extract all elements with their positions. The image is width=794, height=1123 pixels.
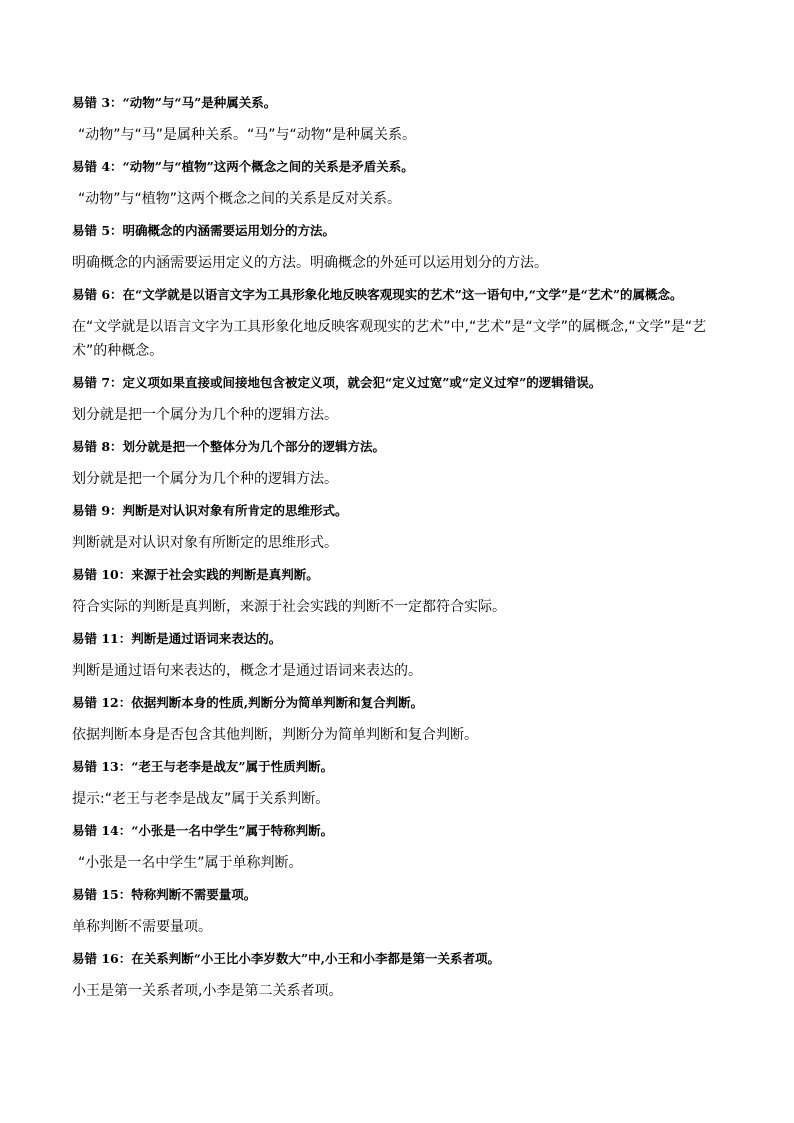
error-item-9-question: 易错 9：判断是对认识对象有所肯定的思维形式。 [72,503,348,518]
error-item-8-answer: 划分就是把一个属分为几个种的逻辑方法。 [72,471,338,487]
error-item-3-question: 易错 3：“动物”与“马”是种属关系。 [72,95,277,110]
error-item-14-answer: “小张是一名中学生”属于单称判断。 [78,855,303,871]
error-item-16-answer: 小王是第一关系者项,小李是第二关系者项。 [72,983,343,999]
error-item-11-answer: 判断是通过语句来表达的，概念才是通过语词来表达的。 [72,663,422,679]
error-item-10-question: 易错 10：来源于社会实践的判断是真判断。 [72,567,319,582]
error-item-13-answer: 提示:“老王与老李是战友”属于关系判断。 [72,791,330,807]
error-item-12-question: 易错 12：依据判断本身的性质,判断分为简单判断和复合判断。 [72,695,424,710]
error-item-15-answer: 单称判断不需要量项。 [72,919,212,935]
error-item-5-answer: 明确概念的内涵需要运用定义的方法。明确概念的外延可以运用划分的方法。 [72,255,548,271]
error-item-16-question: 易错 16：在关系判断“小王比小李岁数大”中,小王和小李都是第一关系者项。 [72,951,500,966]
error-item-4-answer: “动物”与“植物”这两个概念之间的关系是反对关系。 [78,191,402,207]
error-item-10-answer: 符合实际的判断是真判断，来源于社会实践的判断不一定都符合实际。 [72,599,506,615]
error-item-9-answer: 判断就是对认识对象有所断定的思维形式。 [72,535,338,551]
error-item-5-question: 易错 5：明确概念的内涵需要运用划分的方法。 [72,223,336,238]
document-body [72,92,724,1003]
error-item-7-answer: 划分就是把一个属分为几个种的逻辑方法。 [72,407,338,423]
error-item-14-question: 易错 14：“小张是一名中学生”属于特称判断。 [72,823,334,838]
error-item-11-question: 易错 11：判断是通过语词来表达的。 [72,631,282,646]
error-item-6-question: 易错 6：在“文学就是以语言文字为工具形象化地反映客观现实的艺术”这一语句中,“文学”是“艺术”的属概念。 [72,287,683,302]
error-item-13-question: 易错 13：“老王与老李是战友”属于性质判断。 [72,759,334,774]
error-item-4-question: 易错 4：“动物”与“植物”这两个概念之间的关系是矛盾关系。 [72,159,414,174]
error-item-8-question: 易错 8：划分就是把一个整体分为几个部分的逻辑方法。 [72,439,386,454]
error-item-15-question: 易错 15：特称判断不需要量项。 [72,887,257,902]
error-item-6-answer: 在“文学就是以语言文字为工具形象化地反映客观现实的艺术”中,“艺术”是“文学”的属概念,“文学”是“艺术”的种概念。 [72,319,707,359]
error-item-3-answer: “动物”与“马”是属种关系。“马”与“动物”是种属关系。 [78,127,417,143]
error-item-7-question: 易错 7：定义项如果直接或间接地包含被定义项，就会犯“定义过宽”或“定义过窄”的逻辑错误。 [72,375,602,390]
error-item-12-answer: 依据判断本身是否包含其他判断，判断分为简单判断和复合判断。 [72,727,478,743]
